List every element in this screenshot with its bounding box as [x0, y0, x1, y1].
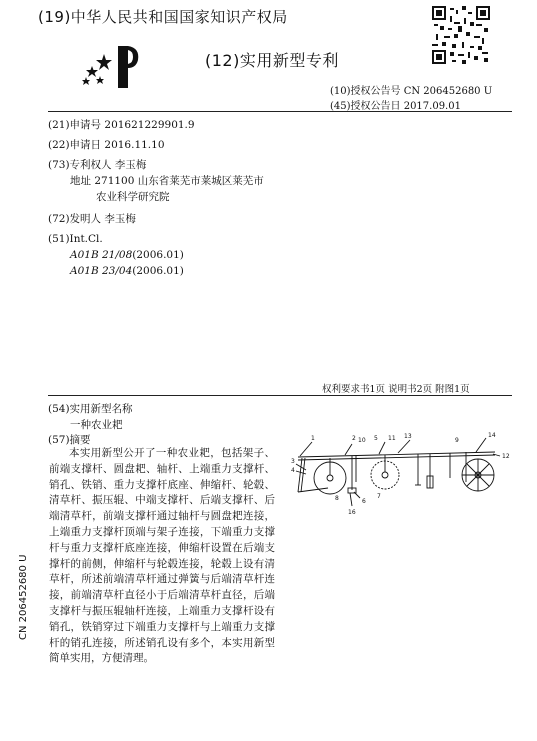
- header-divider: [48, 111, 512, 112]
- harrow-drawing: [290, 430, 515, 520]
- figure-label-6: 6: [362, 498, 366, 505]
- application-number: (21)申请号 201621229901.9: [48, 119, 195, 131]
- figure-label-13: 13: [404, 433, 412, 440]
- figure-label-4: 4: [291, 467, 295, 474]
- abstract-label: (57)摘要: [48, 434, 91, 446]
- section-divider: [48, 395, 512, 396]
- figure-label-10: 10: [358, 437, 366, 444]
- int-cl-label: (51)Int.Cl.: [48, 233, 103, 245]
- patentee: (73)专利权人 李玉梅: [48, 159, 147, 171]
- classification-1-code: A01B 21/08: [70, 249, 133, 261]
- figure-label-11: 11: [388, 435, 396, 442]
- figure-label-8: 8: [335, 495, 339, 502]
- filing-date: (22)申请日 2016.11.10: [48, 139, 165, 151]
- figure-label-12: 12: [502, 453, 510, 460]
- publication-date: (45)授权公告日 2017.09.01: [330, 101, 461, 112]
- qr-code-icon: [432, 6, 490, 64]
- side-publication-number: CN 206452680 U: [18, 554, 29, 640]
- figure-label-16: 16: [348, 509, 356, 516]
- address-line-1: 地址 271100 山东省莱芜市莱城区莱芜市: [70, 175, 264, 187]
- abstract-text: 本实用新型公开了一种农业耙，包括架子、前端支撑杆、圆盘耙、轴杆、上端重力支撑杆、销孔、铁销、重力支撑杆底座、伸缩杆、轮毂、清草杆、振压辊、中端支撑杆、后端支撑杆、后端清草杆，前端支撑杆通过轴杆与圆盘耙连接，上端重力支撑杆顶端与架子连接，下端重力支撑杆与重力支撑杆底座连接，伸缩杆设置在后端支撑杆的前侧，伸缩杆与轮毂连接，轮毂上设有清草杆，所述前端清草杆通过弹簧与后端清草杆连接，前端清草杆直径小于后端清草杆直径，后端支撑杆与振压辊轴杆连接，上端重力支撑杆设有销孔，铁销穿过下端重力支撑杆与上端重力支撑杆的销孔连接，所述销孔设有多个，本实用新型简单实用，方便清理。: [49, 447, 275, 665]
- authority-header: (19)中华人民共和国国家知识产权局: [38, 8, 288, 26]
- classification-2: [70, 265, 184, 277]
- figure-label-3: 3: [291, 458, 295, 465]
- classification-1-version: (2006.01): [132, 249, 184, 261]
- figure-label-5: 5: [374, 435, 378, 442]
- page-count-info: 权利要求书1页 说明书2页 附图1页: [322, 384, 470, 395]
- address-line-2: 农业科学研究院: [96, 191, 170, 203]
- document-type: (12)实用新型专利: [205, 51, 339, 70]
- inventor: (72)发明人 李玉梅: [48, 213, 136, 225]
- figure-label-14: 14: [488, 432, 496, 439]
- publication-number: (10)授权公告号 CN 206452680 U: [330, 86, 493, 97]
- figure-label-7: 7: [377, 493, 381, 500]
- utility-model-title: 一种农业耙: [70, 419, 123, 431]
- classification-2-code: A01B 23/04: [70, 265, 133, 277]
- figure-label-1: 1: [311, 435, 315, 442]
- classification-1: [70, 249, 184, 261]
- figure-label-2: 2: [352, 435, 356, 442]
- title-label: (54)实用新型名称: [48, 403, 133, 415]
- figure-label-9: 9: [455, 437, 459, 444]
- cnipa-logo-icon: [78, 44, 140, 90]
- classification-2-version: (2006.01): [132, 265, 184, 277]
